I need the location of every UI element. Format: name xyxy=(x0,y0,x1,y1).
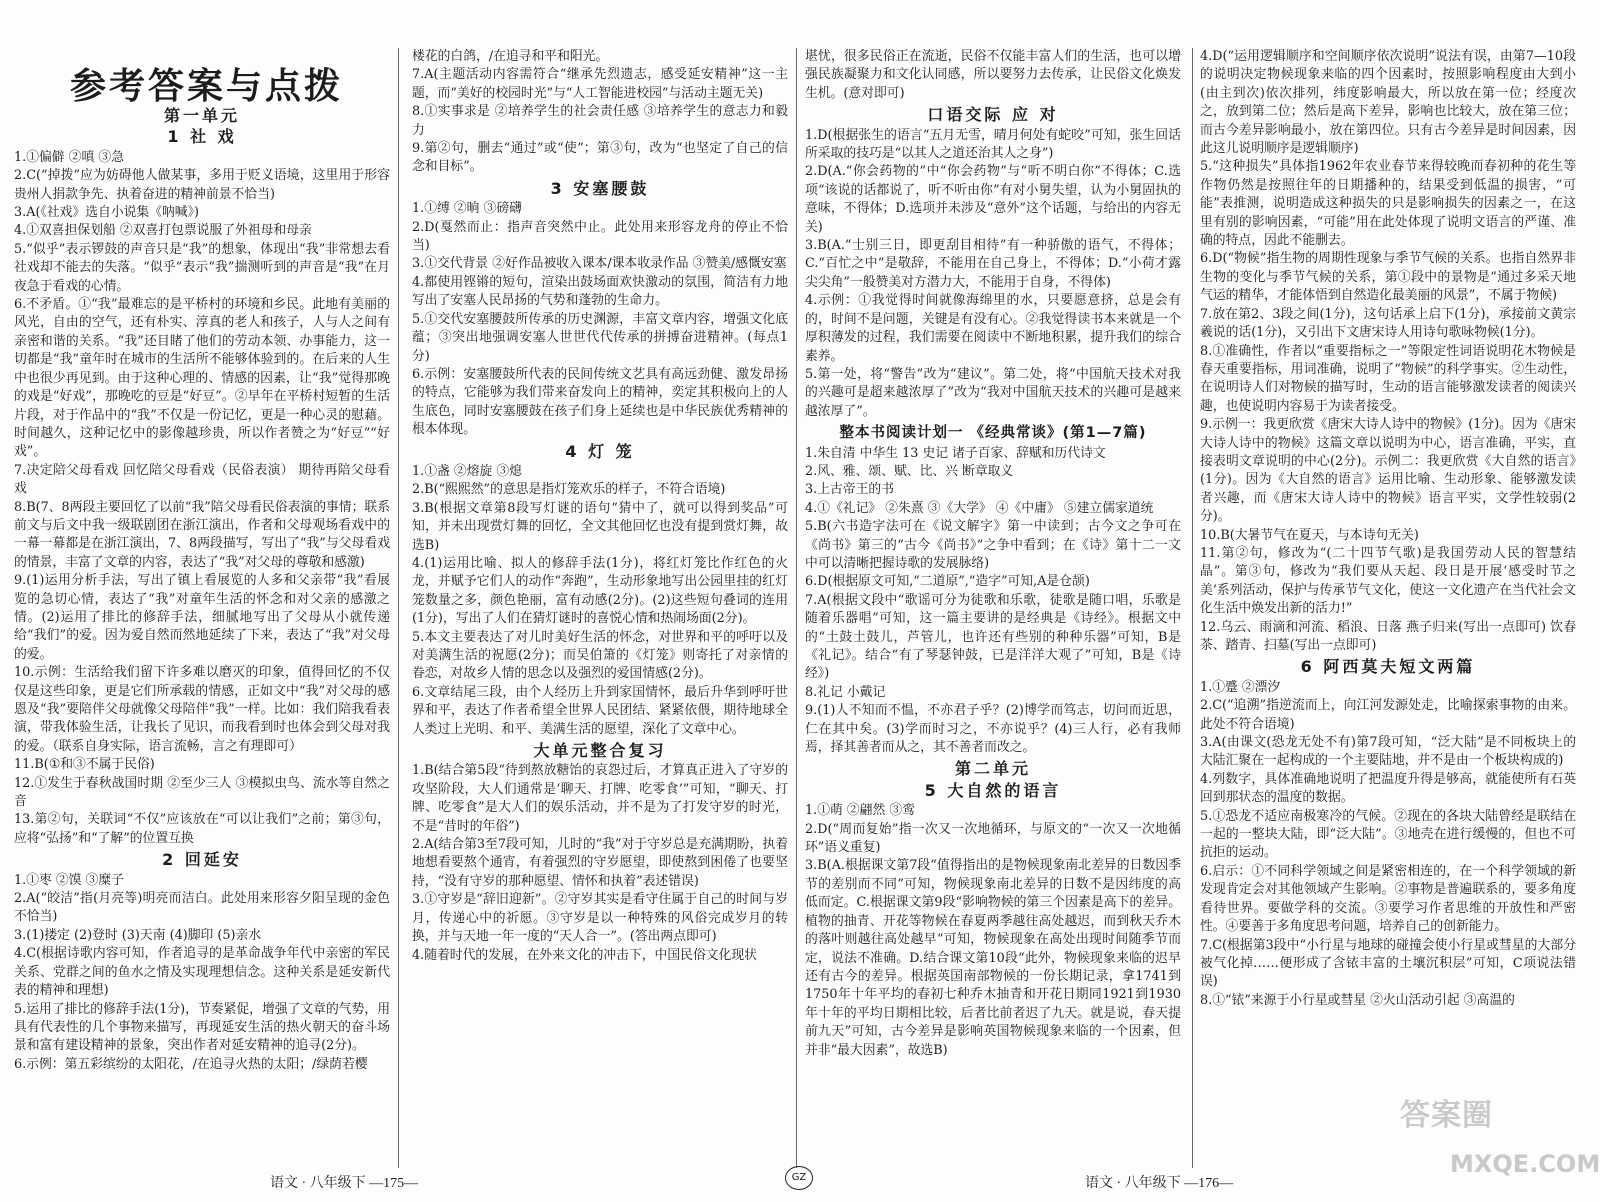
lesson-heading: 2 回延安 xyxy=(162,850,242,870)
answer-item: 2.D(“周而复始”指一次又一次地循环，与原文的“一次又一次地循环”语义重复) xyxy=(805,821,1181,856)
answer-item: 5.①恐龙不适应南极寒冷的气候。②现在的各块大陆曾经是联结在一起的一整块大陆，即“泛大陆”。③地壳在进行缓慢的，但也不可抗拒的运动。 xyxy=(1200,808,1576,861)
answer-list xyxy=(805,445,1181,758)
answer-item: 9.(1)运用分析手法，写出了镇上看展览的人多和父亲带“我”看展览的急切心情，表达了“我”对童年生活的怀念和对父亲的感激之情。(2)运用了排比的修辞手法，细腻地写出了父母从小就传递给“我们”的爱。因为爱自然而然地延续了下来，表达了“我”对父母的爱。 xyxy=(14,573,390,662)
answer-column-3 xyxy=(805,48,1181,1158)
answer-item: 堪忧，很多民俗正在流逝，民俗不仅能丰富人们的生活，也可以增强民族凝聚力和文化认同感，所以要努力去传承，让民俗文化焕发生机。(意对即可) xyxy=(805,49,1181,101)
answer-item: 6.示例：安塞腰鼓所代表的民间传统文艺具有高远劲健、激发昂扬的特点，它能够为我们带来奋发向上的精神，奕定其积极向上的人生底色，同时安塞腰鼓在孩子们身上延续也是中华民族优秀精神的根本体现。 xyxy=(412,366,788,438)
page-title: 参考答案与点拨 xyxy=(70,66,344,107)
answer-list xyxy=(14,149,390,848)
answer-item: 3.B(A.“士别三日，即更刮目相待”有一种骄傲的语气，不得体；C.“百忙之中”是敬辞，不能用在自己身上，不得体；D.“小荷才露尖尖角”一般赞美对方潜力大，不能用于自身，不得体) xyxy=(805,238,1181,290)
answer-item: 7.A(主题活动内容需符合“继承先烈遗志，感受延安精神”这一主题，而“美好的校园时光”与“人工智能进校园”与活动主题无关) xyxy=(412,67,788,101)
answer-list xyxy=(805,48,1181,103)
answer-item: 2.A(“皎洁”指(月亮等)明亮而洁白。此处用来形容夕阳呈现的金色不恰当) xyxy=(14,891,390,925)
answer-item: 2.C(“追溯”指逆流而上，向江河发源处走，比喻探索事物的由来。此处不符合语境) xyxy=(1200,698,1576,732)
answer-item: 1.D(根据张生的语言“五月无雪，晴月何处有蛇咬”可知，张生回话所采取的技巧是“以其人之道还治其人之身”) xyxy=(805,127,1181,162)
answer-list xyxy=(1200,48,1576,655)
answer-item: 3.上古帝王的书 xyxy=(805,482,894,498)
answer-item: 1.①萌 ②翩然 ③鸾 xyxy=(805,803,915,819)
answer-item: 10.示例：生活给我们留下许多难以磨灭的印象，值得回忆的不仅仅是这些印象，更是它们所承载的情感，正如文中“我”对父母的感恩及“我”要陪伴父母就像父母陪伴“我”一样。比如：我们陪我看表演，带我体验生活，让我长了见识，而我看到时也体会到父母对我的爱。（联系自身实际，语言流畅，言之有理即可） xyxy=(14,665,390,754)
lesson-heading: 1 社 戏 xyxy=(167,127,237,147)
answer-item: 7.A(根据文段中“歌谣可分为徒歌和乐歌，徒歌是随口唱，乐歌是随着乐器唱”可知，这一篇主要讲的是经典是《诗经》。根据文中的“土鼓土鼓儿，芦管儿，也许还有些别的种种乐器”可知，B是《礼记》。结合“有了琴瑟钟鼓，已是洋洋大观了”可知，B是《诗经》) xyxy=(805,592,1181,682)
answer-item: 2.A(结合第3至7段可知，儿时的“我”对于守岁总是充满期盼，执着地想看要熬个通宵，有着强烈的守岁愿望，即使熬到困倦了也要坚持，“没有守岁的那种愿望、情怀和执着”表述错误) xyxy=(412,837,788,889)
answer-item: 2.D(A.“你会药物的”中“你会药物”与“听不明白你”不得体；C.选项“该说的话都说了，听不听由你”有对小舅失望，认为小舅固执的意味，不得体；D.选项并未涉及“意外”这个话题，与给出的内容无关) xyxy=(805,164,1181,235)
answer-item: 1.①蹙 ②漂汐 xyxy=(1200,679,1281,695)
answer-column-2 xyxy=(412,48,788,1158)
answer-item: 2.B(“熙熙然”的意思是指灯笼欢乐的样子，不符合语境) xyxy=(412,482,726,498)
column-divider xyxy=(398,48,399,1168)
answer-item: 5.运用了排比的修辞手法(1分)，节奏紧促，增强了文章的气势，用具有代表性的几个事物来描写，再现延安生活的热火朝天的奋斗场景和富有建设精神的景象，突出作者对延安精神的追寻(2分)。 xyxy=(14,1001,390,1054)
answer-column-4 xyxy=(1200,48,1576,1158)
answer-list xyxy=(805,127,1181,422)
answer-item: 6.文章结尾三段，由个人经历上升到家国情怀，最后升华到呼吁世界和平，表达了作者希望全世界人民团结、紧紧依偎，期待地球全人类过上光明、和平、美满生活的愿望，深化了文章中心。 xyxy=(412,684,788,737)
answer-item: 3.A(《社戏》选自小说集《呐喊》) xyxy=(14,205,199,221)
answer-list xyxy=(412,463,788,739)
watermark-logo: 答案圈 xyxy=(1400,1098,1493,1133)
section-heading: 口语交际 应 对 xyxy=(927,105,1059,125)
column-divider xyxy=(1192,48,1193,1168)
answer-item: 8.礼记 小戴记 xyxy=(805,684,886,700)
section-heading: 整本书阅读计划一 《经典常谈》(第1—7篇) xyxy=(839,425,1147,442)
answer-list xyxy=(412,200,788,439)
answer-item: 5.“似乎”表示锣鼓的声音只是“我”的想象，体现出“我”非常想去看社戏却不能去的失落。“似乎”表示“我”揣测听到的声音是“我”在月夜急于看戏的心情。 xyxy=(14,241,390,294)
answer-item: 4.示例：①我觉得时间就像海绵里的水，只要愿意挤，总是会有的，时间不是问题，关键是有没有心。②我觉得读书本来就是一个厚积薄发的过程，我们需要在阅读中不断地积累，提升我们的综合素养。 xyxy=(805,293,1181,364)
answer-item: 6.D(“物候”指生物的周期性现象与季节气候的关系。也指自然界非生物的变化与季节气候的关系，第①段中的景物是“通过多采天地气运的精华，才能体悟到自然造化最美丽的风景”，不属于物候) xyxy=(1200,251,1576,304)
answer-item: 2.D(戛然而止：指声音突然中止。此处用来形容龙舟的停止不恰当) xyxy=(412,219,788,254)
page-footer-right: 语文 · 八年级下 —176— xyxy=(1085,1176,1234,1191)
answer-item: 4.都使用铿锵的短句，渲染出鼓场面欢快激动的氛围，简洁有力地写出了安塞人民昂扬的气势和蓬勃的生命力。 xyxy=(412,274,788,309)
answer-item: 4.①《礼记》 ②朱熹 ③《大学》 ④《中庸》 ⑤建立儒家道统 xyxy=(805,500,1154,516)
publisher-badge: GZ xyxy=(785,1166,813,1190)
answer-item: 5.①交代安塞腰鼓所传承的历史渊源，丰富文章内容，增强文化底蕴；③突出地强调安塞人世世代代传承的拼搏奋进精神。(每点1分) xyxy=(412,311,788,364)
answer-item: 8.①准确性，作者以“重要指标之一”等限定性词语说明花木物候是春天重要指标，用词准确，说明了“物候”的科学事实。②生动性，在说明诗人们对物候的描写时，生动的语言能够激发读者的阅读兴趣，也使说明内容易于为读者接受。 xyxy=(1200,343,1576,414)
answer-item: 6.不矛盾。①“我”最难忘的是平桥村的环境和乡民。此地有美丽的风光，自由的空气，还有朴实、淳真的老人和孩子，人与人之间有亲密和谐的关系。“我”还目睹了他们的劳动本领、办事能力，这一切都是“我”童年时在城市的生活所不能够体验到的。在后来的人生中也很少再见到。由于这种心理的、情感的因素，让“我”觉得那晚的戏是“好戏”，那晚吃的豆是“好豆”。②早年在平桥村短暂的生活片段，对于作品中的“我”不仅是一份记忆，更是一种心灵的慰藉。时间越久，这种记忆中的影像越珍贵，所以作者赞之为“好豆”“好戏”。 xyxy=(14,297,390,460)
unit-heading: 第二单元 xyxy=(954,759,1031,779)
answer-item: 1.朱自清 中华生 13 史记 诸子百家、辞赋和历代诗文 xyxy=(805,445,1106,461)
answer-item: 5.“这种损失”具体指1962年农业春节来得较晚而春初种的花生等作物仍然是按照往年的日期播种的，结果受到低温的损害，“可能”表推测，说明造成这种损失的只是影响损失的因素之一，在这里有别的影响因素，“可能”用在此处体现了说明文语言的严谨、准确的特点，因此不能删去。 xyxy=(1200,159,1576,249)
answer-item: 1.①盏 ②熔旋 ③熄 xyxy=(412,463,522,479)
answer-item: 5.本文主要表达了对儿时美好生活的怀念，对世界和平的呼吁以及对美满生活的祝愿(2分)；而吴伯箫的《灯笼》则寄托了对亲情的眷恋，对故乡人情的思念以及强烈的爱国情感(2分)。 xyxy=(412,629,788,682)
answer-item: 8.①“铱”来源于小行星或彗星 ②火山活动引起 ③高温的 xyxy=(1200,992,1515,1008)
answer-item: 12.①发生于春秋战国时期 ②至少三人 ③模拟虫鸟、流水等自然之音 xyxy=(14,775,390,810)
lesson-heading: 3 安塞腰鼓 xyxy=(550,178,650,198)
answer-item: 12.乌云、雨滴和河流、稻浪、日落 燕子归来(写出一点即可) 饮春茶、踏青、扫墓(写出一点即可) xyxy=(1200,619,1576,653)
watermark-url: MXQE.COM xyxy=(1450,1150,1600,1178)
answer-list xyxy=(1200,679,1576,1010)
answer-item: 5.第一处，将“警告”改为“建议”。第二处，将“中国航天技术对我的兴趣可是超来越浓厚了”改为“我对中国航天技术的兴趣可是越来越浓厚了”。 xyxy=(805,366,1181,419)
unit-heading: 第一单元 xyxy=(163,106,240,125)
answer-item: 11.B(①和③不属于民俗) xyxy=(14,757,155,773)
answer-item: 7.决定陪父母看戏 回忆陪父母看戏（民俗表演） 期待再陪父母看戏 xyxy=(14,462,390,497)
answer-item: 楼花的白鸽，/在追寻和平和阳光。 xyxy=(412,49,609,64)
answer-item: 1.①缚 ②晌 ③磅礴 xyxy=(412,201,522,217)
answer-item: 7.放在第2、3段之间(1分)，这句话承上启下(1分)，承接前文黄宗羲说的话(1分)，又引出下文唐宋诗人用诗句歌咏物候(1分)。 xyxy=(1200,306,1576,341)
answer-item: 2.风、雅、颂、赋、比、兴 断章取义 xyxy=(805,463,1014,479)
answer-list xyxy=(412,762,788,964)
answer-item: 3.①守岁是“辞旧迎新”。②守岁其实是看守住属于自己的时间与岁月，传递心中的祈愿。③守岁是以一种特殊的风俗完成岁月的转换，并与天地一年一度的“天人合一”。(答出两点即可) xyxy=(412,892,788,945)
answer-item: 8.B(7、8两段主要回忆了以前“我”陪父母看民俗表演的事情；联系前文与后文中我一级联剧团在浙江演出，作者和父母观场看戏中的一幕一幕都是在浙江演出，7、8两段描写，写出了“我”与父母看戏的情景，丰富了文章的内容，表达了“我”对父母的尊敬和感激) xyxy=(14,499,390,570)
answer-item: 9.(1)人不知而不愠，不亦君子乎？(2)博学而笃志，切问而近思，仁在其中矣。(3)学而时习之，不亦说乎？(4)三人行，必有我师焉，择其善者而从之，其不善者而改之。 xyxy=(805,703,1181,756)
answer-item: 9.第②句，删去“通过”或“使”；第③句，改为“也坚定了自己的信念和目标”。 xyxy=(412,141,788,175)
answer-item: 9.示例一：我更欣赏《唐宋大诗人诗中的物候》(1分)。因为《唐宋大诗人诗中的物候》这篇文章以说明为中心，语言准确，平实，直接表明文章说明的中心(2分)。示例二：我更欣赏《大自然的语言》(1分)。因为《大自然的语言》运用比喻、生动形象、能够激发读者兴趣，而《唐宋大诗人诗中的物候》语言平实，文学性较弱(2分)。 xyxy=(1200,417,1576,525)
answer-item: 1.B(结合第5段“待到熬放糖饴的哀怨过后，才算真正进入了守岁的攻坚阶段，大人们通常是‘聊天、打牌、吃零食’”可知，“聊天、打牌、吃零食”是大人们的娱乐活动，并不是为了打发守岁的时光，不是“昔时的年俗”) xyxy=(412,763,788,834)
answer-list xyxy=(805,802,1181,1060)
answer-item: 13.第②句，关联词“不仅”应该放在“可以让我们”之前；第③句，应将“弘扬”和“了解”的位置互换 xyxy=(14,812,390,846)
answer-item: 11.第②句，修改为“(二十四节气歌)是我国劳动人民的智慧结晶”。第③句，修改为“我们要从天起、段日是开展‘感受时节之美’系列活动，保护与传承节气文化，使这一文化遗产在当代社会文化生活中焕发出新的活力!” xyxy=(1200,545,1576,617)
page-footer-left: 语文 · 八年级下 —175— xyxy=(270,1176,419,1191)
answer-item: 3.(1)搂定 (2)登时 (3)天南 (4)脚印 (5)亲水 xyxy=(14,927,262,943)
answer-item: 3.①交代背景 ②好作品被收入课本/课本收录作品 ③赞美/感慨安塞 xyxy=(412,256,787,272)
answer-item: 4.C(根据诗歌内容可知，作者追寻的是革命战争年代中亲密的军民关系、党群之间的鱼水之情及实现理想信念。这种关系是延安新代表的精神和理想) xyxy=(14,946,390,999)
answer-item: 2.C(“掉拨”应为妨碍他人做某事，多用于贬义语境，这里用于形容贵州人捐款争先、执着奋进的精神前景不恰当) xyxy=(14,168,390,202)
answer-item: 6.D(根据原文可知,“二道原”,“造字”可知,A是仓颉) xyxy=(805,574,1090,590)
answer-item: 1.①枣 ②馍 ③糜子 xyxy=(14,872,124,888)
column-divider xyxy=(796,48,797,1168)
answer-item: 4.随着时代的发展，在外来文化的冲击下，中国民俗文化现状 xyxy=(412,947,757,963)
section-heading: 大单元整合复习 xyxy=(533,741,667,761)
answer-item: 4.(1)运用比喻、拟人的修辞手法(1分)，将红灯笼比作红色的火龙，并赋予它们人的动作“奔跑”，生动形象地写出公园里挂的红灯笼数量之多，颜色艳丽，富有动感(2分)。(2)这些短句叠词的连用(1分)，写出了人们在猜灯谜时的喜悦心情和热闹场面(2分)。 xyxy=(412,555,788,627)
answer-item: 3.B(根据文章第8段写灯谜的语句“猜中了，就可以得到奖品”可知，并未出现赏灯舞的回忆，全文其他回忆也没有提到赏灯舞，故选B) xyxy=(412,500,788,553)
answer-list xyxy=(14,872,390,1074)
answer-item: 10.B(大暑节气在夏天，与本诗句无关) xyxy=(1200,527,1419,543)
answer-column-1 xyxy=(14,48,390,1158)
answer-item: 3.B(A.根据课文第7段“值得指出的是物候现象南北差异的日数因季节的差别而不同”可知，物候现象南北差异的日数不是因纬度的高低而定。C.根据课文第9段“影响物候的第三个因素是高下的差异。植物的抽青、开花等物候在春夏两季越往高处越迟，而到秋天乔木的落叶则越往高处越早”可知，物候现象在高处出现时间随季节而定，说法不准确。D.结合课文第10段“此外，物候现象来临的迟早还有古今的差异。根据英国南部物候的一份长期记录，拿1741到1750年十年平均的春初七种乔木抽青和开花日期同1921到1930年十年的平均日期相比较，后者比前者迟了九天。就是说，春天提前九天”可知，古今差异是影响英国物候现象来临的一个因素，但并非“最大因素”，故选B) xyxy=(805,858,1181,1058)
answer-item: 5.B(六书造字法可在《说文解字》第一中读到；古今文之争可在《尚书》第三的“古今《尚书》”之争中看到；在《诗》第十二一文中可以清晰把握诗歌的发展脉络) xyxy=(805,519,1181,571)
answer-item: 4.①双喜担保划船 ②双喜打包票说服了外祖母和母亲 xyxy=(14,223,312,239)
answer-item: 6.启示：①不同科学领域之间是紧密相连的，在一个科学领域的新发现肯定会对其他领域产生影响。②事物是普遍联系的，要多角度看待世界。要做学科的交流。③要学习作者思维的开放性和严密性。④要善于多角度思考问题，培养自己的创新能力。 xyxy=(1200,863,1576,935)
answer-item: 4.列数字，具体准确地说明了把温度升得是够高，就能使所有石英回到那状态的温度的数据。 xyxy=(1200,771,1576,806)
lesson-heading: 6 阿西莫夫短文两篇 xyxy=(1300,657,1476,677)
lesson-heading: 4 灯 笼 xyxy=(565,441,635,461)
answer-list xyxy=(412,48,788,177)
answer-item: 4.D(“运用逻辑顺序和空间顺序依次说明”说法有误，由第7—10段的说明决定物候现象来临的四个因素时，按照影响程度由大到小(由主到次)依次排列，纬度影响最大，所以放在第一位；经度次之，放到第二位；然后是高下差异，影响也比较大，放在第三位；而古今差异影响最小，放在第四位。只有古今差异是时间因素，因此这儿说明顺序是逻辑顺序) xyxy=(1200,49,1576,157)
answer-item: 3.A(由课文(恐龙无处不有)第7段可知，“泛大陆”是不同板块上的大陆汇聚在一起构成的一个主要陆地，并不是由一个板块构成的) xyxy=(1200,735,1576,769)
answer-item: 6.示例：第五彩缤纷的太阳花，/在追寻火热的太阳；/绿荫若樱 xyxy=(14,1056,368,1072)
answer-item: 8.①实事求是 ②培养学生的社会责任感 ③培养学生的意志力和毅力 xyxy=(412,104,788,138)
answer-item: 7.C(根据第3段中“小行星与地球的碰撞会使小行星或彗星的大部分被气化掉……便形成了含铱丰富的土壤沉积层”可知，C项说法错误) xyxy=(1200,937,1576,990)
lesson-heading: 5 大自然的语言 xyxy=(924,780,1062,800)
answer-item: 1.①偏僻 ②嗔 ③急 xyxy=(14,149,124,165)
